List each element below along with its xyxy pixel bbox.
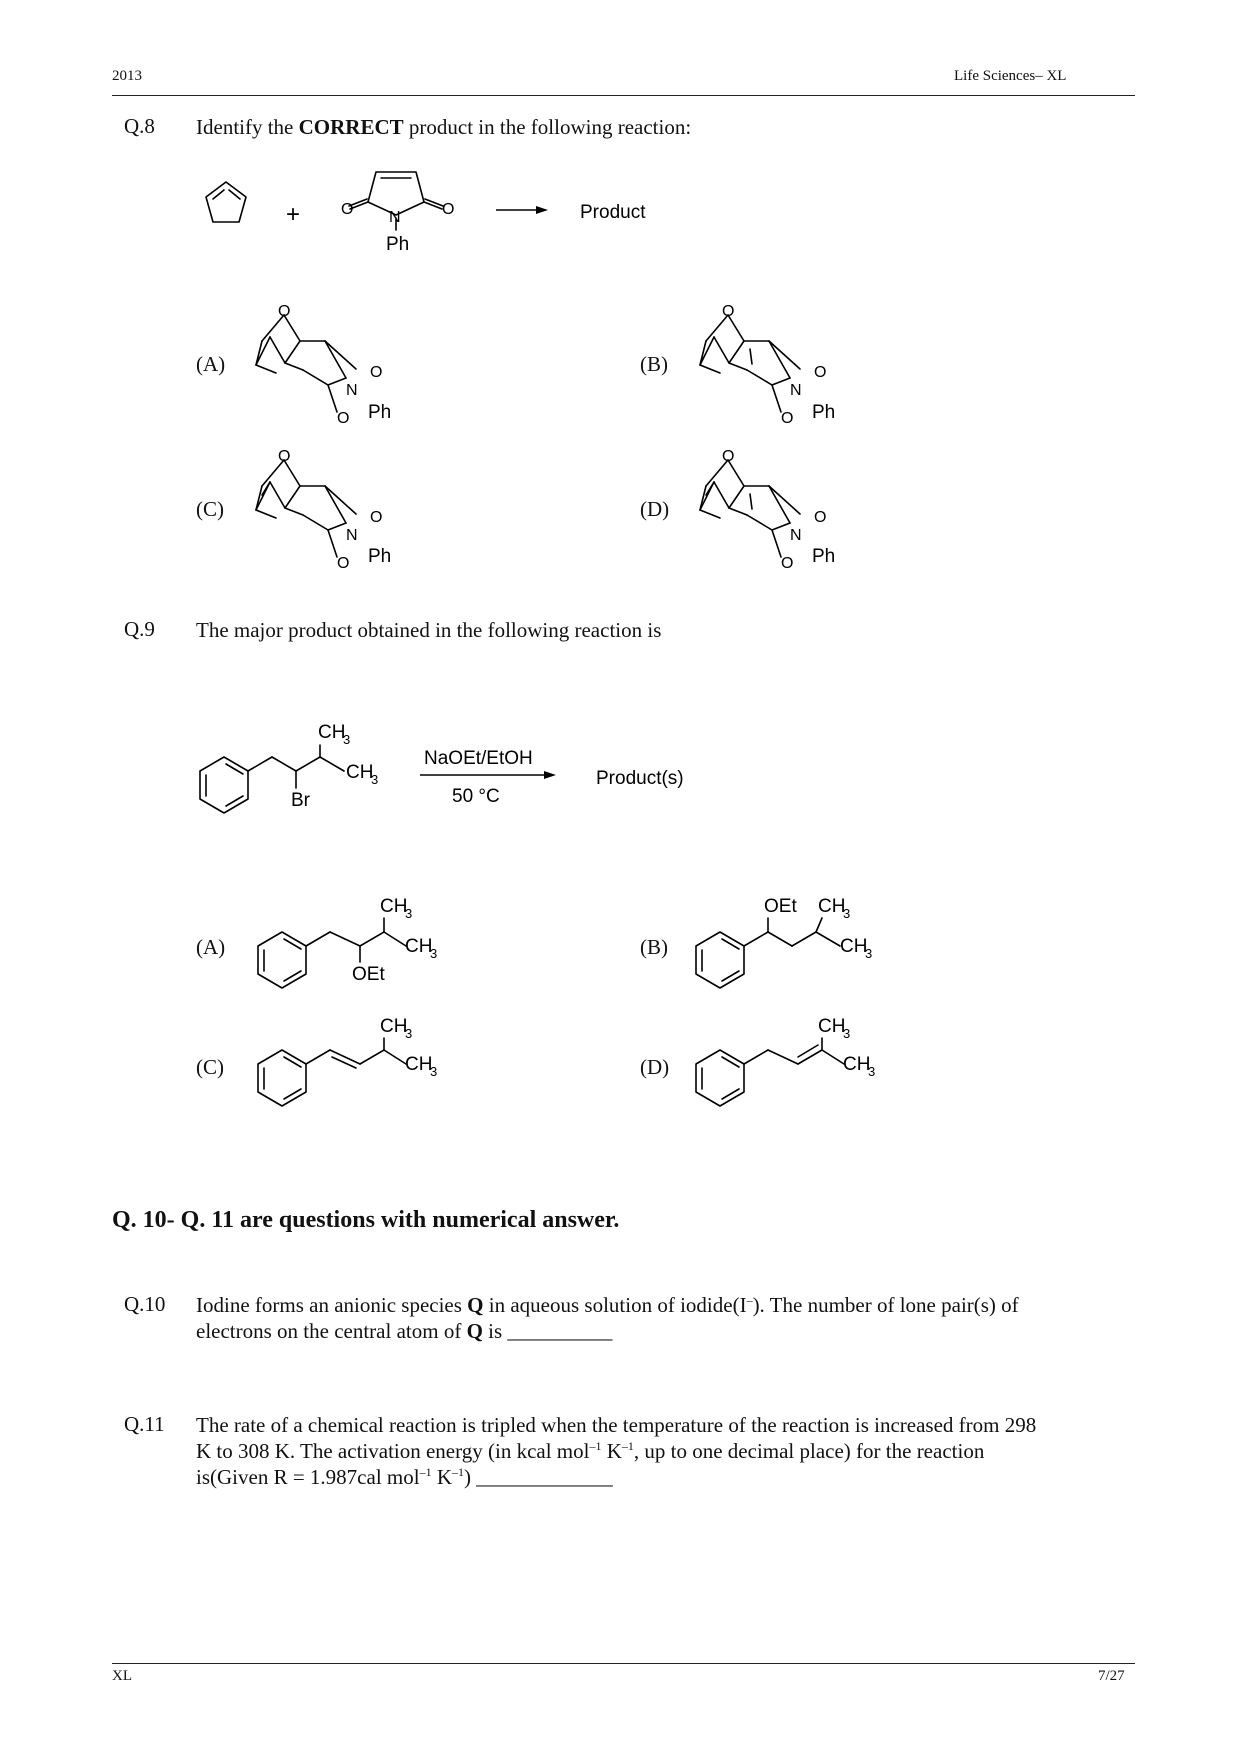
svg-text:3: 3 <box>430 946 438 961</box>
footer-rule <box>112 1663 1135 1664</box>
svg-text:Ph: Ph <box>386 234 410 255</box>
header-subject: Life Sciences– XL <box>954 68 1067 84</box>
header-year: 2013 <box>112 68 142 84</box>
svg-text:Br: Br <box>291 790 310 811</box>
svg-text:3: 3 <box>405 906 413 921</box>
q11-text: The rate of a chemical reaction is tripled when the temperature of the reaction is increased from 298 K to 308 K. The activation energy (in kcal mol$^{-1}$ $K^{-1}$, up to one decimal place) for the reaction is(Given R = 1.987cal mol$^{-1}$ $K^{-1}$) _____________ <box>196 1413 1037 1489</box>
svg-text:OEt: OEt <box>352 964 385 985</box>
q9-option-c-structure <box>258 1038 406 1106</box>
svg-text:Ph: Ph <box>368 402 392 423</box>
q9-option-b-structure <box>696 918 840 988</box>
q8-option-c: (C) <box>196 497 224 521</box>
q8-option-a: (A) <box>196 352 226 376</box>
svg-text:O: O <box>722 303 735 320</box>
footer-code: XL <box>112 1668 132 1684</box>
q8-option-d: (D) <box>640 497 670 521</box>
furan-structure <box>206 182 246 222</box>
q8-option-a-structure <box>256 315 356 412</box>
q10-number: Q.10 <box>124 1292 166 1316</box>
q9-option-d: (D) <box>640 1055 670 1079</box>
svg-text:CH: CH <box>843 1054 871 1075</box>
svg-text:N: N <box>389 209 401 226</box>
svg-text:3: 3 <box>865 946 873 961</box>
q8-option-b-structure <box>700 315 800 412</box>
q9-text: The major product obtained in the following reaction is <box>196 618 662 642</box>
q9-option-b: (B) <box>640 935 668 959</box>
svg-text:3: 3 <box>843 1026 851 1041</box>
svg-text:Ph: Ph <box>812 546 836 567</box>
q11-number: Q.11 <box>124 1412 165 1436</box>
q9-number: Q.9 <box>124 617 155 641</box>
svg-text:O: O <box>814 509 827 526</box>
svg-text:CH: CH <box>380 896 408 917</box>
svg-text:3: 3 <box>868 1064 876 1079</box>
svg-text:CH: CH <box>405 1054 433 1075</box>
svg-text:O: O <box>442 201 455 218</box>
svg-text:CH: CH <box>346 762 374 783</box>
svg-text:OEt: OEt <box>764 896 797 917</box>
svg-text:O: O <box>337 410 350 427</box>
svg-text:N: N <box>790 527 802 544</box>
svg-text:O: O <box>814 364 827 381</box>
svg-text:CH: CH <box>380 1016 408 1037</box>
svg-text:O: O <box>722 448 735 465</box>
svg-text:CH: CH <box>405 936 433 957</box>
q9-reagent: NaOEt/EtOH <box>424 748 533 769</box>
q8-text: Identify the CORRECT product in the following reaction: <box>196 115 692 139</box>
svg-text:Ph: Ph <box>812 402 836 423</box>
svg-text:O: O <box>781 555 794 572</box>
svg-text:CH: CH <box>840 936 868 957</box>
q9-option-a: (A) <box>196 935 226 959</box>
svg-text:Ph: Ph <box>368 546 392 567</box>
svg-text:CH: CH <box>818 1016 846 1037</box>
svg-text:O: O <box>341 201 354 218</box>
svg-text:3: 3 <box>371 772 379 787</box>
svg-text:O: O <box>278 448 291 465</box>
q8-plus: + <box>286 201 301 228</box>
section-heading: Q. 10- Q. 11 are questions with numerical answer. <box>112 1207 620 1233</box>
svg-text:O: O <box>370 364 383 381</box>
svg-text:N: N <box>346 382 358 399</box>
q9-option-c: (C) <box>196 1055 224 1079</box>
q8-option-c-structure <box>256 460 356 557</box>
q8-option-d-structure <box>700 460 800 557</box>
q9-temp: 50 °C <box>452 786 500 807</box>
svg-text:3: 3 <box>405 1026 413 1041</box>
q8-option-b: (B) <box>640 352 668 376</box>
svg-text:O: O <box>781 410 794 427</box>
q9-product-label: Product(s) <box>596 768 684 789</box>
svg-text:O: O <box>370 509 383 526</box>
q8-product-label: Product <box>580 202 646 223</box>
svg-text:3: 3 <box>343 732 351 747</box>
q8-number: Q.8 <box>124 114 155 138</box>
q10-text: Iodine forms an anionic species Q in aqueous solution of iodide(I–). The number of lone pair(s) of electrons on the central atom of Q is __________ <box>196 1293 1019 1343</box>
svg-text:3: 3 <box>430 1064 438 1079</box>
q9-reactant-structure <box>200 745 344 813</box>
svg-text:3: 3 <box>843 906 851 921</box>
svg-text:CH: CH <box>318 722 346 743</box>
svg-text:O: O <box>337 555 350 572</box>
svg-text:CH: CH <box>818 896 846 917</box>
footer-page: 7/27 <box>1098 1668 1125 1684</box>
svg-text:O: O <box>278 303 291 320</box>
svg-text:N: N <box>790 382 802 399</box>
q9-option-d-structure <box>696 1038 844 1106</box>
svg-text:N: N <box>346 527 358 544</box>
